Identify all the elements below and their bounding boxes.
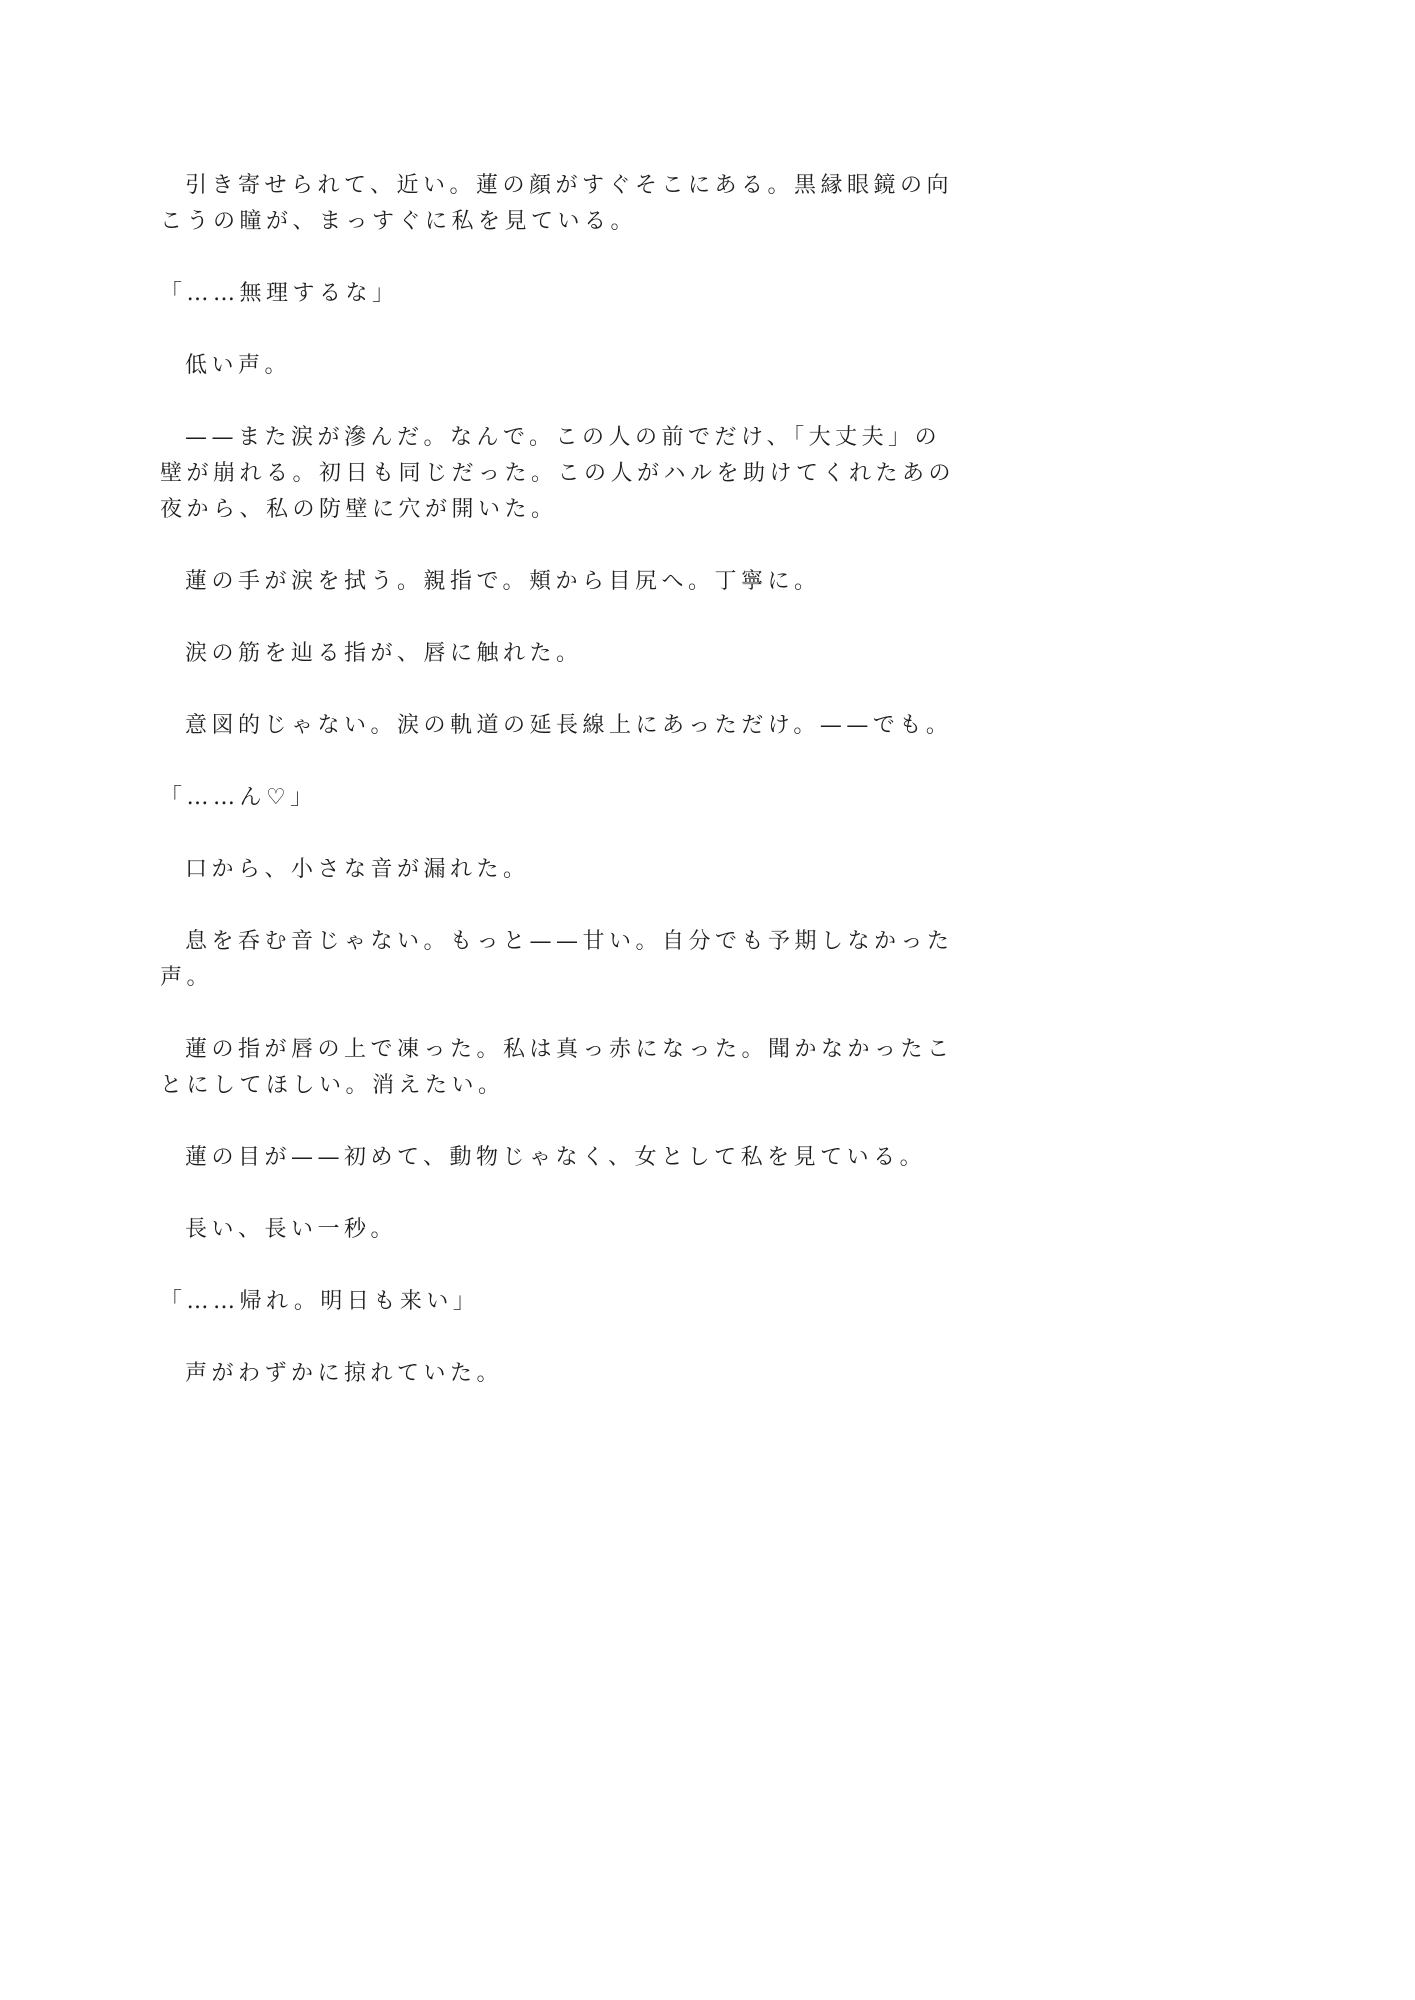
text-line: 夜から、私の防壁に穴が開いた。 — [160, 497, 558, 522]
paragraph — [160, 276, 920, 312]
text-line: 低い声。 — [185, 353, 292, 378]
text-line: ——また涙が滲んだ。なんで。この人の前でだけ、「大丈夫」の — [185, 425, 942, 450]
text-line: 涙の筋を辿る指が、唇に触れた。 — [185, 641, 583, 666]
paragraph — [160, 1212, 920, 1248]
paragraph — [160, 348, 920, 384]
paragraph — [160, 924, 954, 996]
text-line: 「……無理するな」 — [160, 281, 399, 306]
text-line: とにしてほしい。消えたい。 — [160, 1073, 505, 1098]
text-line: 壁が崩れる。初日も同じだった。この人がハルを助けてくれたあの — [160, 461, 956, 486]
text-line: 声。 — [160, 965, 214, 990]
paragraph — [160, 420, 956, 528]
text-line: 息を呑む音じゃない。もっと——甘い。自分でも予期しなかった — [185, 929, 954, 954]
paragraph — [160, 708, 953, 744]
paragraph — [160, 852, 920, 888]
paragraph — [160, 1284, 920, 1320]
paragraph — [160, 1032, 954, 1104]
text-line: 蓮の手が涙を拭う。親指で。頬から目尻へ。丁寧に。 — [185, 569, 821, 594]
text-line: 蓮の指が唇の上で凍った。私は真っ赤になった。聞かなかったこ — [185, 1037, 954, 1062]
text-line: 長い、長い一秒。 — [185, 1217, 398, 1242]
text-line: 「……帰れ。明日も来い」 — [160, 1289, 480, 1314]
text-line: 意図的じゃない。涙の軌道の延長線上にあっただけ。——でも。 — [185, 713, 953, 738]
paragraph — [160, 780, 920, 816]
text-line: 引き寄せられて、近い。蓮の顔がすぐそこにある。黒縁眼鏡の向 — [185, 173, 954, 198]
paragraph — [160, 1140, 927, 1176]
text-line: 蓮の目が——初めて、動物じゃなく、女として私を見ている。 — [185, 1145, 927, 1170]
text-line: 口から、小さな音が漏れた。 — [185, 857, 530, 882]
paragraph — [160, 168, 954, 240]
text-line: 「……ん♡」 — [160, 785, 317, 810]
text-line: こうの瞳が、まっすぐに私を見ている。 — [160, 209, 638, 234]
text-line: 声がわずかに掠れていた。 — [185, 1361, 504, 1386]
paragraph — [160, 1356, 920, 1392]
paragraph — [160, 636, 920, 672]
paragraph — [160, 564, 920, 600]
